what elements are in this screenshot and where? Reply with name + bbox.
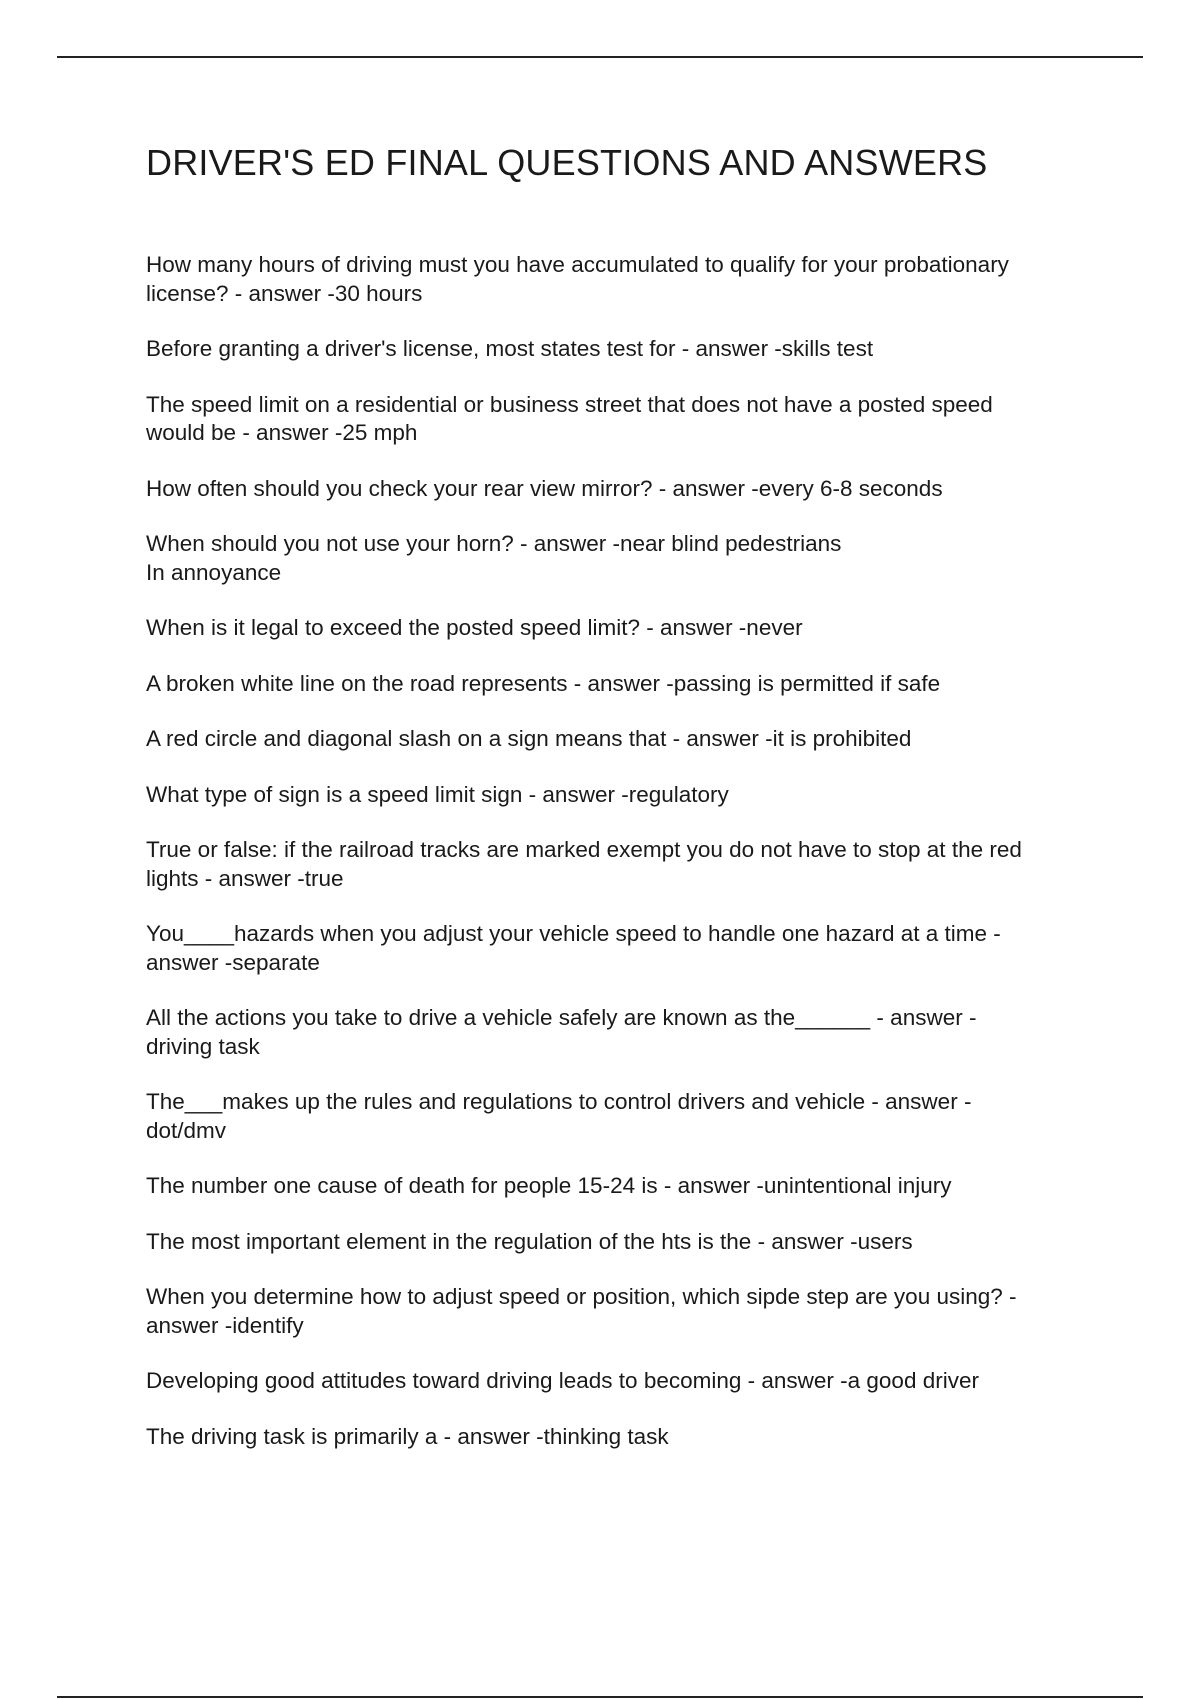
qa-item: All the actions you take to drive a vehicle safely are known as the______ - answer - driving task [146, 1005, 977, 1059]
page-title: DRIVER'S ED FINAL QUESTIONS AND ANSWERS [146, 142, 988, 183]
qa-item: A red circle and diagonal slash on a sign means that - answer -it is prohibited [146, 726, 912, 751]
qa-item: A broken white line on the road represents - answer -passing is permitted if safe [146, 670, 941, 696]
qa-item: You____hazards when you adjust your vehicle speed to handle one hazard at a time - answer -separate [146, 921, 1001, 975]
qa-item: The speed limit on a residential or business street that does not have a posted speed would be - answer -25 mph [146, 391, 993, 445]
qa-item: The___makes up the rules and regulations to control drivers and vehicle - answer - dot/dmv [146, 1089, 972, 1143]
qa-item: True or false: if the railroad tracks are marked exempt you do not have to stop at the red lights - answer -true [146, 837, 1022, 891]
qa-item: Before granting a driver's license, most states test for - answer -skills test [146, 336, 874, 361]
qa-item: When should you not use your horn? - answer -near blind pedestrians In annoyance [146, 531, 842, 585]
qa-item: Developing good attitudes toward driving leads to becoming - answer -a good driver [146, 1368, 979, 1393]
qa-item: How many hours of driving must you have accumulated to qualify for your probationary license? - answer -30 hours [146, 252, 1009, 306]
bottom-divider [57, 1696, 1143, 1698]
qa-item: What type of sign is a speed limit sign - answer -regulatory [146, 781, 729, 807]
qa-item: The most important element in the regulation of the hts is the - answer -users [146, 1228, 913, 1254]
top-divider [57, 56, 1143, 58]
qa-item: The driving task is primarily a - answer -thinking task [146, 1423, 669, 1449]
qa-item: When is it legal to exceed the posted speed limit? - answer -never [146, 615, 803, 640]
qa-item: How often should you check your rear view mirror? - answer -every 6-8 seconds [146, 475, 943, 501]
qa-item: When you determine how to adjust speed or position, which sipde step are you using? - answer -identify [146, 1284, 1017, 1338]
qa-list [146, 251, 1106, 1478]
qa-item: The number one cause of death for people 15-24 is - answer -unintentional injury [146, 1173, 952, 1198]
